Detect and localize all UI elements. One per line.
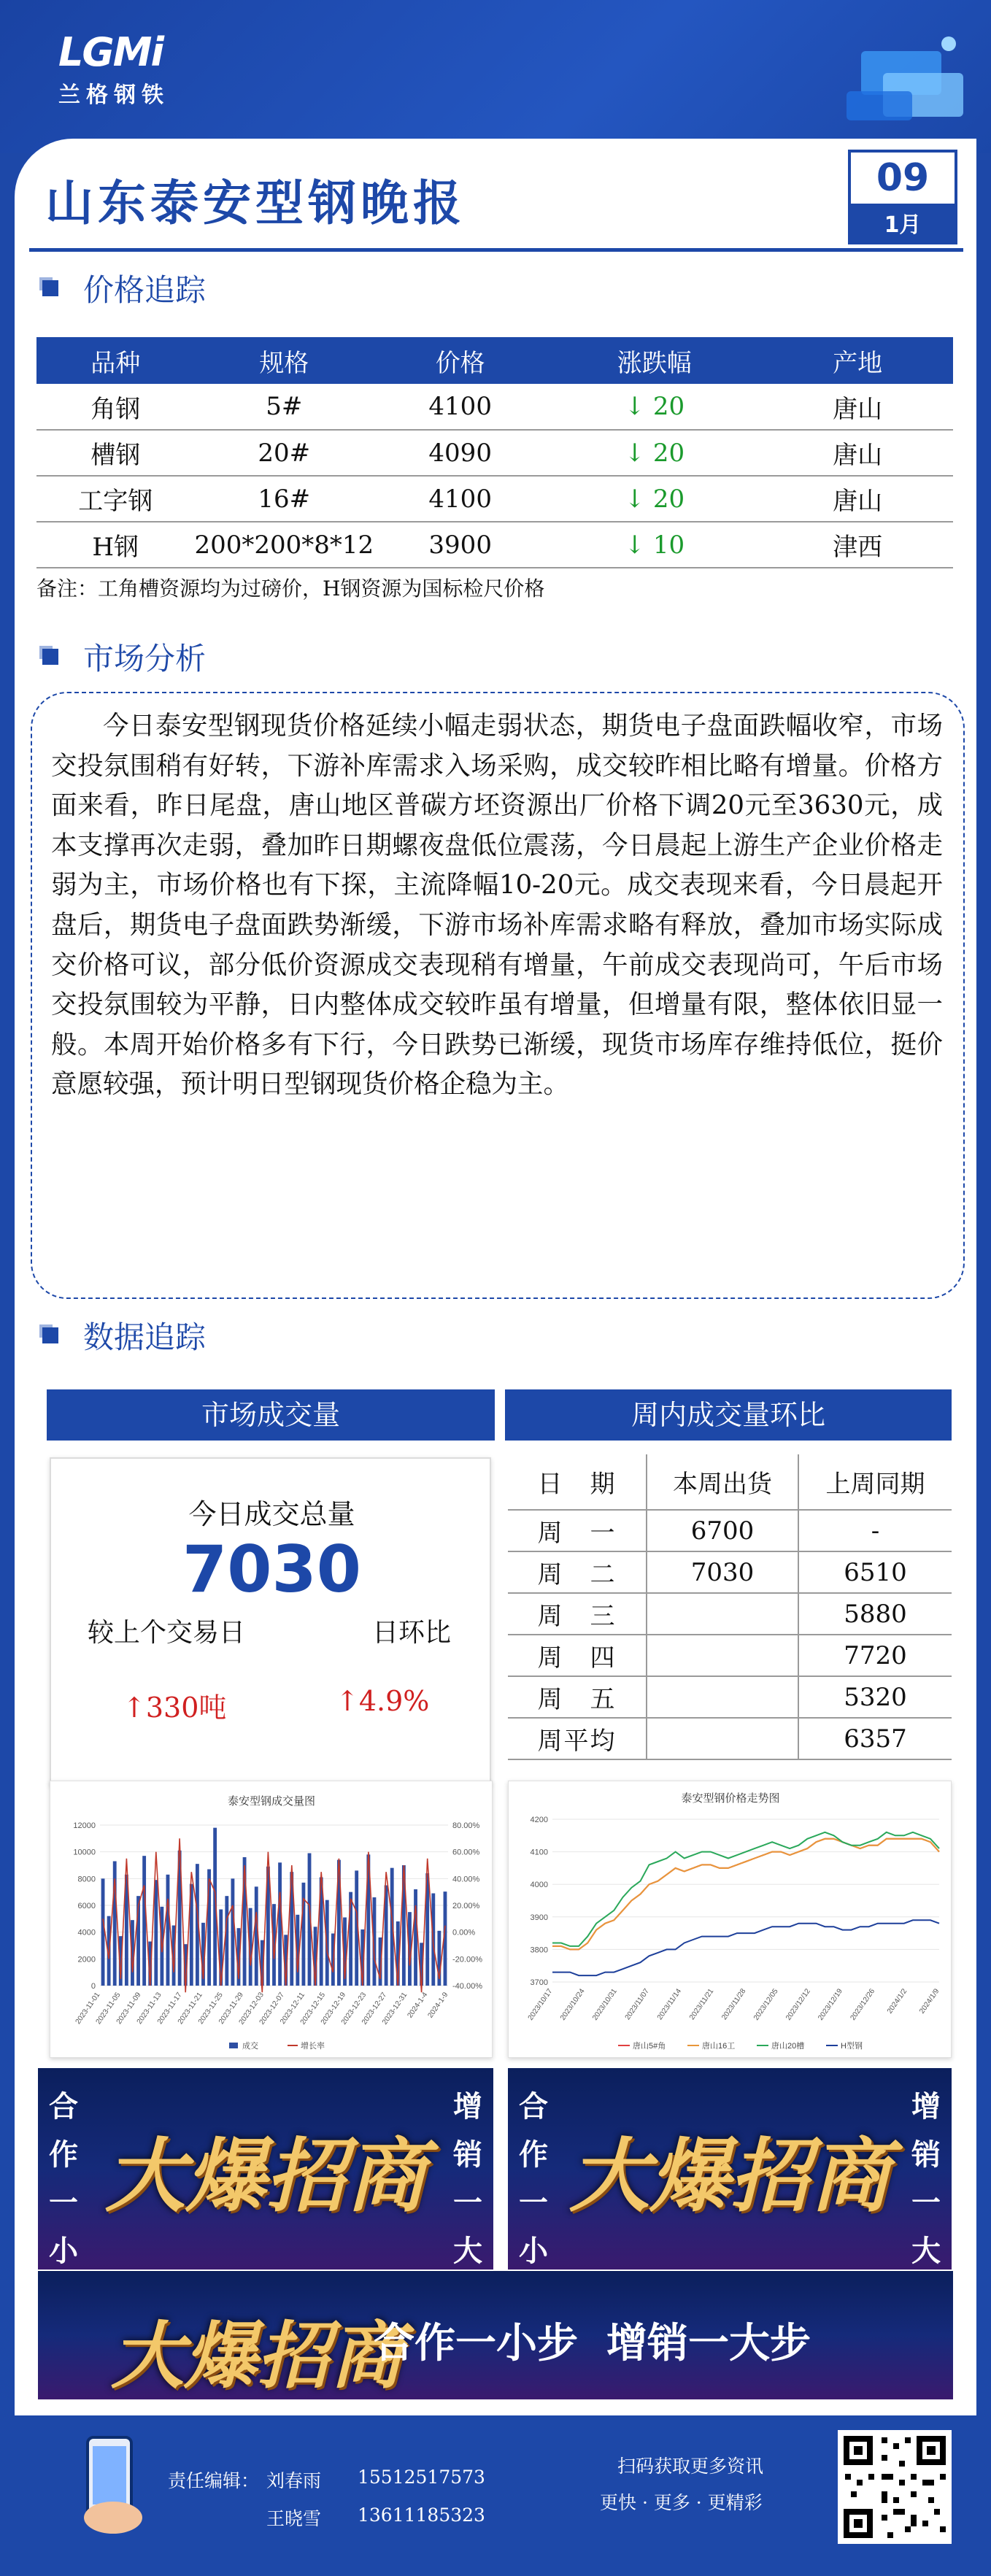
x-tick-label: 2023-12-11 (279, 1991, 307, 2027)
tech-illustration (832, 22, 978, 131)
cell-last: - (798, 1510, 952, 1551)
editor-name-2: 王晓雪 (266, 2508, 322, 2529)
up-arrow-icon: ↑ (123, 1692, 146, 1724)
table-row (508, 1551, 952, 1593)
x-tick-label: 2023/12/26 (849, 1987, 877, 2022)
cell-name: 角钢 (36, 384, 194, 430)
cell-price: 4100 (374, 476, 547, 522)
legend-label: 增长率 (301, 2042, 325, 2051)
editor-label: 责任编辑： (168, 2470, 260, 2491)
section-square-icon (42, 1327, 58, 1343)
cell-last: 6357 (798, 1718, 952, 1759)
x-tick-label: 2023-12-07 (258, 1991, 286, 2027)
ad-side-text-right: 增销一大 (911, 2090, 941, 2268)
x-tick-label: 2023-11-21 (176, 1991, 204, 2027)
col-price: 价格 (374, 337, 547, 384)
x-tick-label: 2023/10/31 (591, 1987, 619, 2022)
y-tick-label: 10000 (73, 1848, 96, 1857)
compare-label: 较上个交易日 (88, 1618, 246, 1648)
table-row (508, 1718, 952, 1759)
ad-side-text-left: 合作一小 (49, 2090, 78, 2268)
scan-text: 扫码获取更多资讯 (617, 2456, 764, 2477)
y-tick-label: 12000 (73, 1821, 96, 1830)
series-line (552, 1920, 939, 1975)
x-tick-label: 2023/11/07 (623, 1987, 651, 2022)
x-tick-label: 2024-1-4 (406, 1991, 430, 2020)
cell-price: 4100 (374, 384, 547, 430)
change-value: 20 (652, 438, 685, 468)
editor-name-1: 刘春雨 (266, 2470, 322, 2491)
editor-phone-2: 13611185323 (358, 2504, 485, 2526)
x-tick-label: 2023/10/17 (526, 1987, 555, 2022)
cell-day: 周 四 (508, 1635, 647, 1676)
table-row (508, 1510, 952, 1551)
y-tick-label: 4200 (530, 1816, 548, 1824)
volume-card (50, 1457, 491, 1786)
series-line (552, 1832, 939, 1946)
cell-spec: 5# (194, 384, 374, 430)
y-tick-label: 0 (90, 1982, 96, 1991)
cell-day: 周 三 (508, 1593, 647, 1635)
weekly-table (508, 1454, 952, 1760)
cell-day: 周 五 (508, 1676, 647, 1718)
volume-value: 7030 (182, 1532, 361, 1607)
x-tick-label: 2023/12/05 (752, 1987, 780, 2022)
cell-origin: 唐山 (762, 476, 953, 522)
cell-origin: 唐山 (762, 384, 953, 430)
cell-name: 工字钢 (36, 476, 194, 522)
y2-tick-label: -40.00% (452, 1982, 482, 1991)
x-tick-label: 2024/1/2 (885, 1987, 909, 2016)
x-tick-label: 2023-11-05 (94, 1991, 123, 2027)
cell-last: 5880 (798, 1593, 952, 1635)
y-tick-label: 4000 (77, 1928, 96, 1937)
bar (225, 1896, 228, 1986)
change-value: 20 (652, 392, 685, 421)
promo-ad-right[interactable] (508, 2068, 952, 2270)
cell-origin: 唐山 (762, 430, 953, 476)
cell-change (547, 476, 762, 522)
y-tick-label: 3800 (530, 1946, 548, 1955)
title-divider (29, 248, 963, 252)
ad-side-text-left: 合作一小 (519, 2090, 548, 2268)
cell-change (547, 522, 762, 568)
x-tick-label: 2023-12-15 (298, 1991, 328, 2027)
date-month: 1月 (848, 207, 957, 244)
x-tick-label: 2023/11/21 (687, 1987, 716, 2022)
x-tick-label: 2023-12-03 (237, 1991, 266, 2027)
y-tick-label: 4000 (530, 1881, 548, 1890)
logo-cn-name: 兰格钢铁 (58, 82, 169, 108)
banner-headline: 大爆招商 (111, 2313, 403, 2399)
x-tick-label: 2023-11-09 (115, 1991, 143, 2027)
down-arrow-icon: ↓ (624, 392, 645, 421)
section-analysis-label: 市场分析 (83, 641, 207, 676)
phone-hand-icon (73, 2430, 161, 2540)
cell-day: 周 二 (508, 1551, 647, 1593)
x-tick-label: 2023-11-13 (135, 1991, 163, 2027)
x-tick-label: 2023/12/12 (784, 1987, 812, 2022)
table-row (36, 430, 953, 476)
ratio-value (336, 1685, 429, 1717)
x-tick-label: 2023/12/19 (817, 1987, 844, 2022)
weekly-header-row (508, 1454, 952, 1510)
y2-tick-label: 0.00% (452, 1928, 476, 1937)
y2-tick-label: 60.00% (452, 1848, 480, 1857)
volume-label: 今日成交总量 (188, 1498, 355, 1530)
bar (154, 1880, 158, 1986)
price-chart-card (508, 1781, 952, 2058)
y-tick-label: 3700 (530, 1978, 548, 1987)
section-data-label: 数据追踪 (83, 1319, 207, 1355)
y2-tick-label: -20.00% (452, 1955, 482, 1964)
cell-this (647, 1593, 798, 1635)
x-tick-label: 2023-12-27 (360, 1991, 389, 2027)
table-row (36, 476, 953, 522)
y-tick-label: 6000 (77, 1902, 96, 1910)
cell-price: 3900 (374, 522, 547, 568)
cell-change (547, 384, 762, 430)
y2-tick-label: 40.00% (452, 1875, 480, 1884)
qr-code-icon[interactable] (838, 2430, 952, 2544)
scan-subtext: 更快 · 更多 · 更精彩 (600, 2492, 763, 2513)
up-arrow-icon: ↑ (336, 1685, 359, 1717)
cell-last: 6510 (798, 1551, 952, 1593)
cell-this: 6700 (647, 1510, 798, 1551)
chart-title: 泰安型钢价格走势图 (681, 1792, 780, 1805)
brand-logo (58, 29, 182, 117)
volume-chart-card (50, 1781, 493, 2058)
promo-banner[interactable] (38, 2271, 953, 2399)
ratio-text: 4.9% (358, 1685, 430, 1717)
cell-this (647, 1676, 798, 1718)
cell-change (547, 430, 762, 476)
x-tick-label: 2023-12-23 (339, 1991, 369, 2027)
bar (414, 1889, 417, 1986)
ad-headline: 大爆招商 (105, 2129, 426, 2223)
bar (101, 1878, 105, 1986)
x-tick-label: 2023-11-25 (196, 1991, 225, 2027)
delta-text: 330吨 (145, 1692, 227, 1724)
col-name: 品种 (36, 337, 194, 384)
price-table (36, 337, 953, 568)
x-tick-label: 2023-11-17 (155, 1991, 184, 2027)
price-note: 备注：工角槽资源均为过磅价，H钢资源为国标检尺价格 (36, 576, 545, 601)
volume-header: 市场成交量 (47, 1389, 495, 1441)
cell-last: 7720 (798, 1635, 952, 1676)
y-tick-label: 3900 (530, 1913, 548, 1922)
table-row (36, 522, 953, 568)
change-value: 10 (652, 530, 685, 560)
date-badge (848, 150, 957, 244)
weekly-col-last: 上周同期 (798, 1454, 952, 1510)
legend-label: 唐山20槽 (771, 2042, 805, 2051)
price-table-header (36, 337, 953, 384)
table-row (508, 1593, 952, 1635)
x-tick-label: 2023-12-31 (380, 1991, 409, 2027)
weekly-header: 周内成交量环比 (505, 1389, 952, 1441)
cell-day: 周平均 (508, 1718, 647, 1759)
cell-spec: 20# (194, 430, 374, 476)
x-tick-label: 2023/10/24 (558, 1987, 587, 2022)
legend-swatch (229, 2043, 238, 2048)
logo-mark: LGMi (58, 29, 163, 75)
cell-day: 周 一 (508, 1510, 647, 1551)
weekly-col-date: 日 期 (508, 1454, 647, 1510)
cell-this (647, 1718, 798, 1759)
price-trend-chart (509, 1781, 952, 2059)
x-tick-label: 2024-1-9 (426, 1991, 450, 2020)
cell-price: 4090 (374, 430, 547, 476)
date-day: 09 (848, 150, 957, 207)
delta-value (123, 1685, 226, 1725)
legend-label: 唐山16工 (702, 2042, 736, 2051)
cell-this: 7030 (647, 1551, 798, 1593)
table-row (508, 1635, 952, 1676)
x-tick-label: 2023-11-01 (74, 1991, 102, 2027)
legend-label: H型钢 (841, 2042, 863, 2051)
cell-name: 槽钢 (36, 430, 194, 476)
section-data-title (42, 1314, 206, 1357)
x-tick-label: 2023-12-19 (319, 1991, 348, 2027)
x-tick-label: 2023/11/14 (655, 1987, 684, 2022)
col-origin: 产地 (762, 337, 953, 384)
down-arrow-icon: ↓ (624, 438, 645, 468)
cell-this (647, 1635, 798, 1676)
section-square-icon (42, 649, 58, 665)
down-arrow-icon: ↓ (624, 484, 645, 514)
table-row (508, 1676, 952, 1718)
bar (166, 1875, 170, 1986)
bar (231, 1878, 234, 1986)
col-spec: 规格 (194, 337, 374, 384)
table-row (36, 384, 953, 430)
y2-tick-label: 80.00% (452, 1821, 480, 1830)
footer (0, 2415, 991, 2576)
page-title: 山东泰安型钢晚报 (45, 174, 466, 231)
y2-tick-label: 20.00% (452, 1902, 480, 1910)
x-tick-label: 2023/11/28 (720, 1987, 748, 2022)
section-price-title (42, 266, 206, 310)
ad-side-text-right: 增销一大 (453, 2090, 482, 2268)
section-price-label: 价格追踪 (83, 272, 207, 308)
editor-phone-1: 15512517573 (358, 2467, 485, 2488)
cell-spec: 200*200*8*12 (194, 522, 374, 568)
legend-label: 唐山5#角 (633, 2042, 666, 2051)
x-tick-label: 2023-11-29 (217, 1991, 245, 2027)
section-analysis-title (42, 635, 206, 679)
ratio-label: 日环比 (372, 1618, 452, 1648)
col-change: 涨跌幅 (547, 337, 762, 384)
cell-spec: 16# (194, 476, 374, 522)
cell-origin: 津西 (762, 522, 953, 568)
change-value: 20 (652, 484, 685, 514)
analysis-paragraph: 今日泰安型钢现货价格延续小幅走弱状态，期货电子盘面跌幅收窄，市场交投氛围稍有好转，下游补库需求入场采购，成交较昨相比略有增量。价格方面来看，昨日尾盘，唐山地区普碳方坯资源出厂价格下调20元至3630元，成本支撑再次走弱，叠加昨日期螺夜盘低位震荡，今日晨起上游生产企业价格走弱为主，市场价格也有下探，主流降幅10-20元。成交表现来看，今日晨起开盘后，期货电子盘面跌势渐缓，下游市场补库需求略有释放，叠加市场实际成交价格可议，部分低价资源成交表现稍有增量，午前成交表现尚可，午后市场交投氛围较为平静，日内整体成交较昨虽有增量，但增量有限，整体依旧显一般。本周开始价格多有下行，今日跌势已渐缓，现货市场库存维持低位，挺价意愿较强，预计明日型钢现货价格企稳为主。 (51, 711, 943, 1100)
weekly-col-this: 本周出货 (647, 1454, 798, 1510)
section-square-icon (42, 280, 58, 296)
volume-chart (50, 1781, 493, 2059)
ad-headline: 大爆招商 (569, 2129, 890, 2223)
cell-last: 5320 (798, 1676, 952, 1718)
y-tick-label: 4100 (530, 1848, 548, 1857)
promo-ad-left[interactable] (38, 2068, 493, 2270)
y-tick-label: 2000 (77, 1955, 96, 1964)
banner-slogan: 合作一小步 增销一大步 (374, 2320, 811, 2367)
y-tick-label: 8000 (77, 1875, 96, 1884)
legend-label: 成交 (242, 2042, 258, 2051)
x-tick-label: 2024/1/9 (918, 1987, 941, 2016)
bar (142, 1856, 146, 1986)
down-arrow-icon: ↓ (624, 530, 645, 560)
bar (278, 1862, 282, 1986)
cell-name: H钢 (36, 522, 194, 568)
chart-title: 泰安型钢成交量图 (227, 1795, 316, 1808)
